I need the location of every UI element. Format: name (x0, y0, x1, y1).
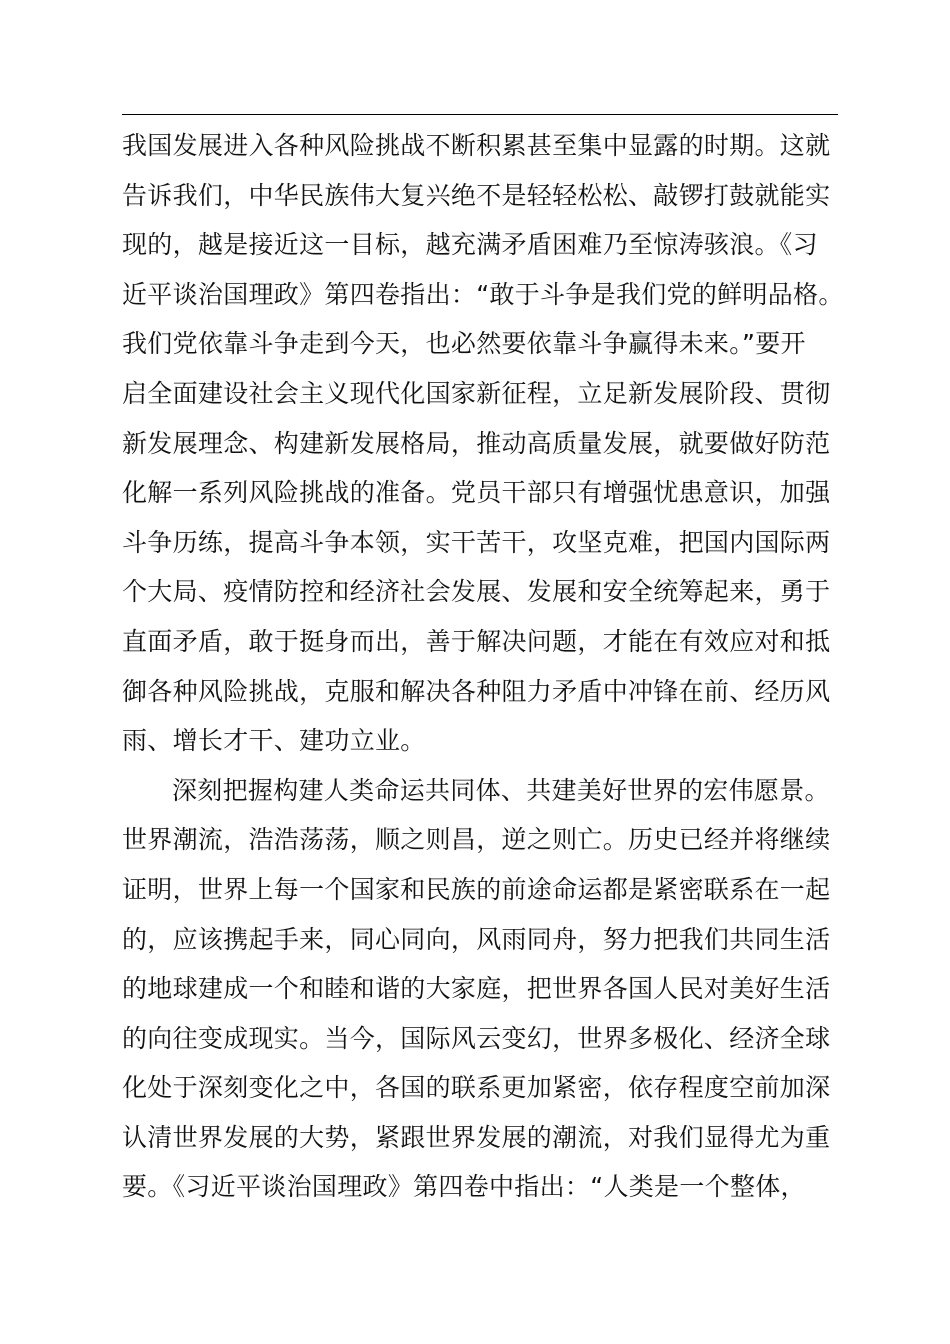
text-line: 启全面建设社会主义现代化国家新征程，立足新发展阶段、贯彻 (122, 378, 831, 408)
text-line: 的向往变成现实。当今，国际风云变幻，世界多极化、经济全球 (122, 1023, 831, 1053)
text-line: 御各种风险挑战，克服和解决各种阻力矛盾中冲锋在前、经历风 (122, 676, 831, 706)
text-line: 化解一系列风险挑战的准备。党员干部只有增强忧患意识，加强 (122, 478, 831, 508)
text-line: 我们党依靠斗争走到今天，也必然要依靠斗争赢得未来。”要开 (122, 329, 806, 359)
text-line: 直面矛盾，敢于挺身而出，善于解决问题，才能在有效应对和抵 (122, 626, 831, 656)
text-line: 我国发展进入各种风险挑战不断积累甚至集中显露的时期。这就 (122, 131, 831, 160)
text-line: 的，应该携起手来，同心同向，风雨同舟，努力把我们共同生活 (122, 924, 831, 954)
text-line: 化处于深刻变化之中，各国的联系更加紧密，依存程度空前加深 (122, 1073, 831, 1103)
text-line: 近平谈治国理政》第四卷指出：“敢于斗争是我们党的鲜明品格。 (122, 279, 844, 309)
text-line: 世界潮流，浩浩荡荡，顺之则昌，逆之则亡。历史已经并将继续 (122, 825, 831, 855)
text-line: 告诉我们，中华民族伟大复兴绝不是轻轻松松、敲锣打鼓就能实 (122, 180, 831, 210)
paragraph-first-line: 深刻把握构建人类命运共同体、共建美好世界的宏伟愿景。 (172, 775, 830, 805)
body-text (122, 121, 842, 1212)
text-line: 现的，越是接近这一目标，越充满矛盾困难乃至惊涛骇浪。《习 (122, 230, 818, 260)
text-line: 认清世界发展的大势，紧跟世界发展的潮流，对我们显得尤为重 (122, 1122, 831, 1152)
text-line: 雨、增长才干、建功立业。 (122, 726, 426, 756)
text-line: 的地球建成一个和睦和谐的大家庭，把世界各国人民对美好生活 (122, 974, 831, 1004)
header-rule (122, 114, 838, 115)
text-line: 个大局、疫情防控和经济社会发展、发展和安全统筹起来，勇于 (122, 577, 831, 607)
text-line: 新发展理念、构建新发展格局，推动高质量发展，就要做好防范 (122, 428, 831, 458)
text-line: 斗争历练，提高斗争本领，实干苦干，攻坚克难，把国内国际两 (122, 527, 831, 557)
text-line: 要。《习近平谈治国理政》第四卷中指出：“人类是一个整体， (122, 1172, 806, 1202)
text-line: 证明，世界上每一个国家和民族的前途命运都是紧密联系在一起 (122, 874, 831, 904)
